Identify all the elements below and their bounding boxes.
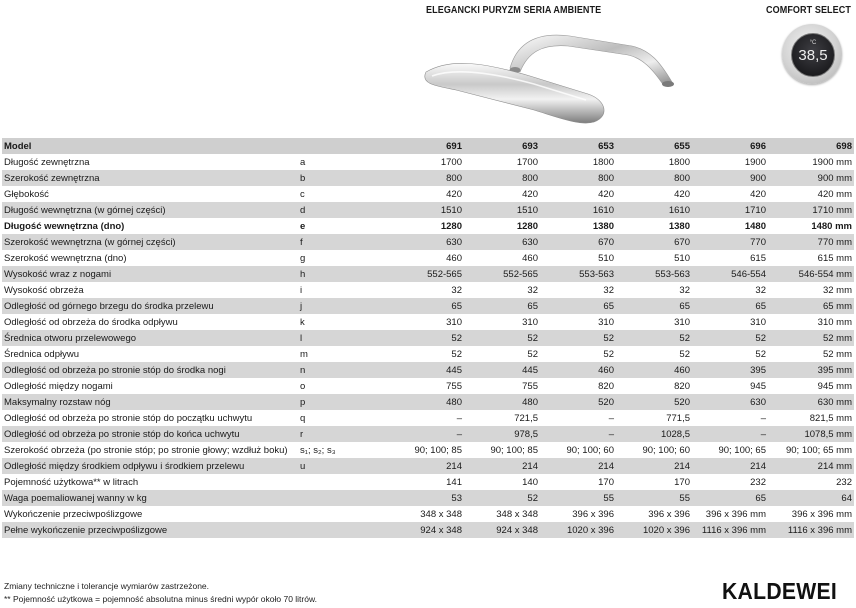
value-cell: 615 mm [768, 250, 854, 266]
value-cell: 615 [692, 250, 768, 266]
brand-logo: KALDEWEI [722, 578, 838, 604]
value-cell: 396 x 396 [616, 506, 692, 522]
table-row [2, 506, 854, 522]
value-cell: 420 mm [768, 186, 854, 202]
parameter-label: Odległość od obrzeża do środka odpływu [2, 314, 298, 330]
value-cell: 170 [616, 474, 692, 490]
value-cell: 52 mm [768, 330, 854, 346]
value-cell: 1610 [616, 202, 692, 218]
temperature-value: 38,5 [798, 47, 828, 64]
value-cell: 348 x 348 [464, 506, 540, 522]
temperature-unit: °C [809, 40, 817, 46]
value-cell: 32 [464, 282, 540, 298]
value-cell: 1028,5 [616, 426, 692, 442]
temperature-display [791, 33, 835, 77]
table-row [2, 362, 854, 378]
dimension-symbol: s₁; s₂; s₃ [298, 442, 378, 458]
value-cell: 90; 100; 60 [540, 442, 616, 458]
value-cell: 1710 [692, 202, 768, 218]
value-cell: 755 [464, 378, 540, 394]
value-cell: 480 [378, 394, 464, 410]
value-cell: 53 [378, 490, 464, 506]
value-cell: 140 [464, 474, 540, 490]
value-cell: 1280 [464, 218, 540, 234]
value-cell: 52 [378, 330, 464, 346]
table-row [2, 426, 854, 442]
value-cell: 630 [378, 234, 464, 250]
value-cell: 460 [464, 250, 540, 266]
value-cell: 1900 [692, 154, 768, 170]
dimension-symbol: f [298, 234, 378, 250]
value-cell: 52 [378, 346, 464, 362]
value-cell: 310 [540, 314, 616, 330]
table-row [2, 394, 854, 410]
value-cell: 445 [378, 362, 464, 378]
value-cell: – [540, 426, 616, 442]
parameter-label: Wysokość obrzeża [2, 282, 298, 298]
value-cell: 1710 mm [768, 202, 854, 218]
parameter-label: Długość wewnętrzna (w górnej części) [2, 202, 298, 218]
value-cell: 55 [616, 490, 692, 506]
value-cell: 65 [540, 298, 616, 314]
value-cell: 232 [692, 474, 768, 490]
parameter-label: Odległość od górnego brzegu do środka przelewu [2, 298, 298, 314]
table-row [2, 186, 854, 202]
value-cell: 65 [464, 298, 540, 314]
value-cell: 90; 100; 60 [616, 442, 692, 458]
dimension-symbol: d [298, 202, 378, 218]
dimension-symbol: b [298, 170, 378, 186]
table-row [2, 458, 854, 474]
dimension-symbol: c [298, 186, 378, 202]
dimension-symbol: e [298, 218, 378, 234]
table-row [2, 410, 854, 426]
value-cell: 420 [692, 186, 768, 202]
parameter-label: Odległość między środkiem odpływu i środkiem przelewu [2, 458, 298, 474]
value-cell: 1280 [378, 218, 464, 234]
value-cell: – [378, 410, 464, 426]
model-number: 691 [378, 138, 464, 154]
value-cell: 32 mm [768, 282, 854, 298]
value-cell: 1800 [540, 154, 616, 170]
value-cell: 510 [540, 250, 616, 266]
parameter-label: Pojemność użytkowa** w litrach [2, 474, 298, 490]
parameter-label: Średnica odpływu [2, 346, 298, 362]
parameter-label: Szerokość wewnętrzna (w górnej części) [2, 234, 298, 250]
value-cell: 800 [378, 170, 464, 186]
value-cell: 460 [616, 362, 692, 378]
parameter-label: Odległość między nogami [2, 378, 298, 394]
value-cell: 755 [378, 378, 464, 394]
footnote-tolerances: Zmiany techniczne i tolerancje wymiarów zastrzeżone. [4, 581, 210, 591]
table-row [2, 282, 854, 298]
dimension-symbol: q [298, 410, 378, 426]
value-cell: 52 [464, 346, 540, 362]
table-row [2, 330, 854, 346]
value-cell: 1610 [540, 202, 616, 218]
dimension-symbol: a [298, 154, 378, 170]
value-cell: 214 [616, 458, 692, 474]
table-row [2, 378, 854, 394]
parameter-label: Szerokość wewnętrzna (dno) [2, 250, 298, 266]
parameter-label: Maksymalny rozstaw nóg [2, 394, 298, 410]
value-cell: 900 [692, 170, 768, 186]
value-cell: 1480 [692, 218, 768, 234]
table-row [2, 474, 854, 490]
bathtub-handles-image [410, 24, 700, 134]
value-cell: 65 [616, 298, 692, 314]
parameter-label: Odległość od obrzeża po stronie stóp do początku uchwytu [2, 410, 298, 426]
dimension-symbol [298, 506, 378, 522]
value-cell: 1480 mm [768, 218, 854, 234]
dimension-symbol [298, 522, 378, 538]
parameter-label: Średnica otworu przelewowego [2, 330, 298, 346]
table-row [2, 298, 854, 314]
value-cell: 232 [768, 474, 854, 490]
value-cell: 630 [464, 234, 540, 250]
value-cell: 552-565 [464, 266, 540, 282]
value-cell: 214 [378, 458, 464, 474]
value-cell: 348 x 348 [378, 506, 464, 522]
dimension-symbol: n [298, 362, 378, 378]
value-cell: 420 [540, 186, 616, 202]
value-cell: 546-554 [692, 266, 768, 282]
parameter-label: Długość wewnętrzna (dno) [2, 218, 298, 234]
footnote-capacity: ** Pojemność użytkowa = pojemność absolutna minus średni wypór około 70 litrów. [4, 594, 318, 604]
value-cell: 1380 [540, 218, 616, 234]
value-cell: 945 mm [768, 378, 854, 394]
value-cell: 396 x 396 [540, 506, 616, 522]
value-cell: 800 [464, 170, 540, 186]
model-number: 698 [768, 138, 854, 154]
value-cell: 214 [464, 458, 540, 474]
value-cell: 800 [616, 170, 692, 186]
value-cell: 310 [692, 314, 768, 330]
model-label: Model [2, 138, 298, 154]
value-cell: 55 [540, 490, 616, 506]
value-cell: 65 [692, 490, 768, 506]
value-cell: 552-565 [378, 266, 464, 282]
value-cell: 1116 x 396 mm [692, 522, 768, 538]
value-cell: 670 [616, 234, 692, 250]
value-cell: 52 [540, 330, 616, 346]
value-cell: 32 [692, 282, 768, 298]
value-cell: 630 mm [768, 394, 854, 410]
value-cell: 820 [540, 378, 616, 394]
table-row [2, 522, 854, 538]
flat-handle [425, 63, 604, 123]
value-cell: 1800 [616, 154, 692, 170]
dimension-symbol: m [298, 346, 378, 362]
value-cell: 310 mm [768, 314, 854, 330]
specification-table [2, 138, 854, 538]
value-cell: 32 [616, 282, 692, 298]
table-row [2, 154, 854, 170]
parameter-label: Długość zewnętrzna [2, 154, 298, 170]
parameter-label: Głębokość [2, 186, 298, 202]
dimension-symbol [298, 474, 378, 490]
value-cell: 52 mm [768, 346, 854, 362]
table-row [2, 266, 854, 282]
value-cell: 310 [616, 314, 692, 330]
table-row [2, 346, 854, 362]
dimension-symbol: l [298, 330, 378, 346]
value-cell: 420 [378, 186, 464, 202]
value-cell: 445 [464, 362, 540, 378]
table-row [2, 234, 854, 250]
value-cell: 420 [464, 186, 540, 202]
table-row [2, 202, 854, 218]
value-cell: 52 [692, 330, 768, 346]
value-cell: 771,5 [616, 410, 692, 426]
value-cell: 630 [692, 394, 768, 410]
value-cell: 770 mm [768, 234, 854, 250]
section-title: ELEGANCKI PURYZM SERIA AMBIENTE [426, 4, 602, 16]
value-cell: 90; 100; 65 [692, 442, 768, 458]
value-cell: 395 [692, 362, 768, 378]
value-cell: 52 [464, 490, 540, 506]
value-cell: 52 [540, 346, 616, 362]
parameter-label: Szerokość obrzeża (po stronie stóp; po stronie głowy; wzdłuż boku) [2, 442, 298, 458]
parameter-label: Odległość od obrzeża po stronie stóp do końca uchwytu [2, 426, 298, 442]
value-cell: 396 x 396 mm [692, 506, 768, 522]
value-cell: 1510 [378, 202, 464, 218]
dimension-symbol: o [298, 378, 378, 394]
value-cell: 396 x 396 mm [768, 506, 854, 522]
value-cell: 214 mm [768, 458, 854, 474]
value-cell: 90; 100; 85 [378, 442, 464, 458]
value-cell: 670 [540, 234, 616, 250]
value-cell: 52 [616, 330, 692, 346]
dimension-symbol: j [298, 298, 378, 314]
model-number: 693 [464, 138, 540, 154]
value-cell: 510 [616, 250, 692, 266]
comfort-select-control [782, 24, 842, 84]
value-cell: 90; 100; 85 [464, 442, 540, 458]
parameter-label: Wykończenie przeciwpoślizgowe [2, 506, 298, 522]
value-cell: – [540, 410, 616, 426]
value-cell: 90; 100; 65 mm [768, 442, 854, 458]
value-cell: 1700 [378, 154, 464, 170]
value-cell: 141 [378, 474, 464, 490]
value-cell: 520 [540, 394, 616, 410]
value-cell: 52 [692, 346, 768, 362]
value-cell: 1900 mm [768, 154, 854, 170]
table-row [2, 170, 854, 186]
parameter-label: Pełne wykończenie przeciwpoślizgowe [2, 522, 298, 538]
header-symbol-cell [298, 138, 378, 154]
value-cell: 52 [464, 330, 540, 346]
value-cell: 480 [464, 394, 540, 410]
value-cell: 32 [540, 282, 616, 298]
value-cell: 214 [692, 458, 768, 474]
table-row [2, 314, 854, 330]
value-cell: 1510 [464, 202, 540, 218]
value-cell: 1380 [616, 218, 692, 234]
value-cell: – [692, 426, 768, 442]
value-cell: 721,5 [464, 410, 540, 426]
value-cell: 214 [540, 458, 616, 474]
value-cell: 520 [616, 394, 692, 410]
value-cell: 310 [464, 314, 540, 330]
table-row [2, 490, 854, 506]
value-cell: 553-563 [616, 266, 692, 282]
value-cell: 546-554 mm [768, 266, 854, 282]
value-cell: 924 x 348 [378, 522, 464, 538]
value-cell: 395 mm [768, 362, 854, 378]
table-row [2, 442, 854, 458]
value-cell: 65 [692, 298, 768, 314]
dimension-symbol: r [298, 426, 378, 442]
value-cell: 945 [692, 378, 768, 394]
value-cell: 820 [616, 378, 692, 394]
value-cell: 1020 x 396 [616, 522, 692, 538]
comfort-select-title: COMFORT SELECT [766, 4, 851, 16]
value-cell: 924 x 348 [464, 522, 540, 538]
value-cell: 1700 [464, 154, 540, 170]
table-header-row [2, 138, 854, 154]
value-cell: 65 mm [768, 298, 854, 314]
value-cell: 1116 x 396 mm [768, 522, 854, 538]
table-row [2, 250, 854, 266]
value-cell: 420 [616, 186, 692, 202]
value-cell: 800 [540, 170, 616, 186]
value-cell: 52 [616, 346, 692, 362]
value-cell: 1020 x 396 [540, 522, 616, 538]
value-cell: 770 [692, 234, 768, 250]
parameter-label: Odległość od obrzeża po stronie stóp do środka nogi [2, 362, 298, 378]
model-number: 653 [540, 138, 616, 154]
dimension-symbol: i [298, 282, 378, 298]
value-cell: 553-563 [540, 266, 616, 282]
dimension-symbol [298, 490, 378, 506]
model-number: 655 [616, 138, 692, 154]
value-cell: 460 [378, 250, 464, 266]
value-cell: 1078,5 mm [768, 426, 854, 442]
model-number: 696 [692, 138, 768, 154]
table-row [2, 218, 854, 234]
value-cell: 65 [378, 298, 464, 314]
value-cell: 460 [540, 362, 616, 378]
parameter-label: Szerokość zewnętrzna [2, 170, 298, 186]
value-cell: 900 mm [768, 170, 854, 186]
dimension-symbol: k [298, 314, 378, 330]
value-cell: 170 [540, 474, 616, 490]
value-cell: 978,5 [464, 426, 540, 442]
value-cell: – [692, 410, 768, 426]
dimension-symbol: h [298, 266, 378, 282]
dimension-symbol: p [298, 394, 378, 410]
dimension-symbol: g [298, 250, 378, 266]
value-cell: 310 [378, 314, 464, 330]
dimension-symbol: u [298, 458, 378, 474]
value-cell: 821,5 mm [768, 410, 854, 426]
value-cell: 32 [378, 282, 464, 298]
value-cell: 64 [768, 490, 854, 506]
parameter-label: Waga poemaliowanej wanny w kg [2, 490, 298, 506]
value-cell: – [378, 426, 464, 442]
parameter-label: Wysokość wraz z nogami [2, 266, 298, 282]
